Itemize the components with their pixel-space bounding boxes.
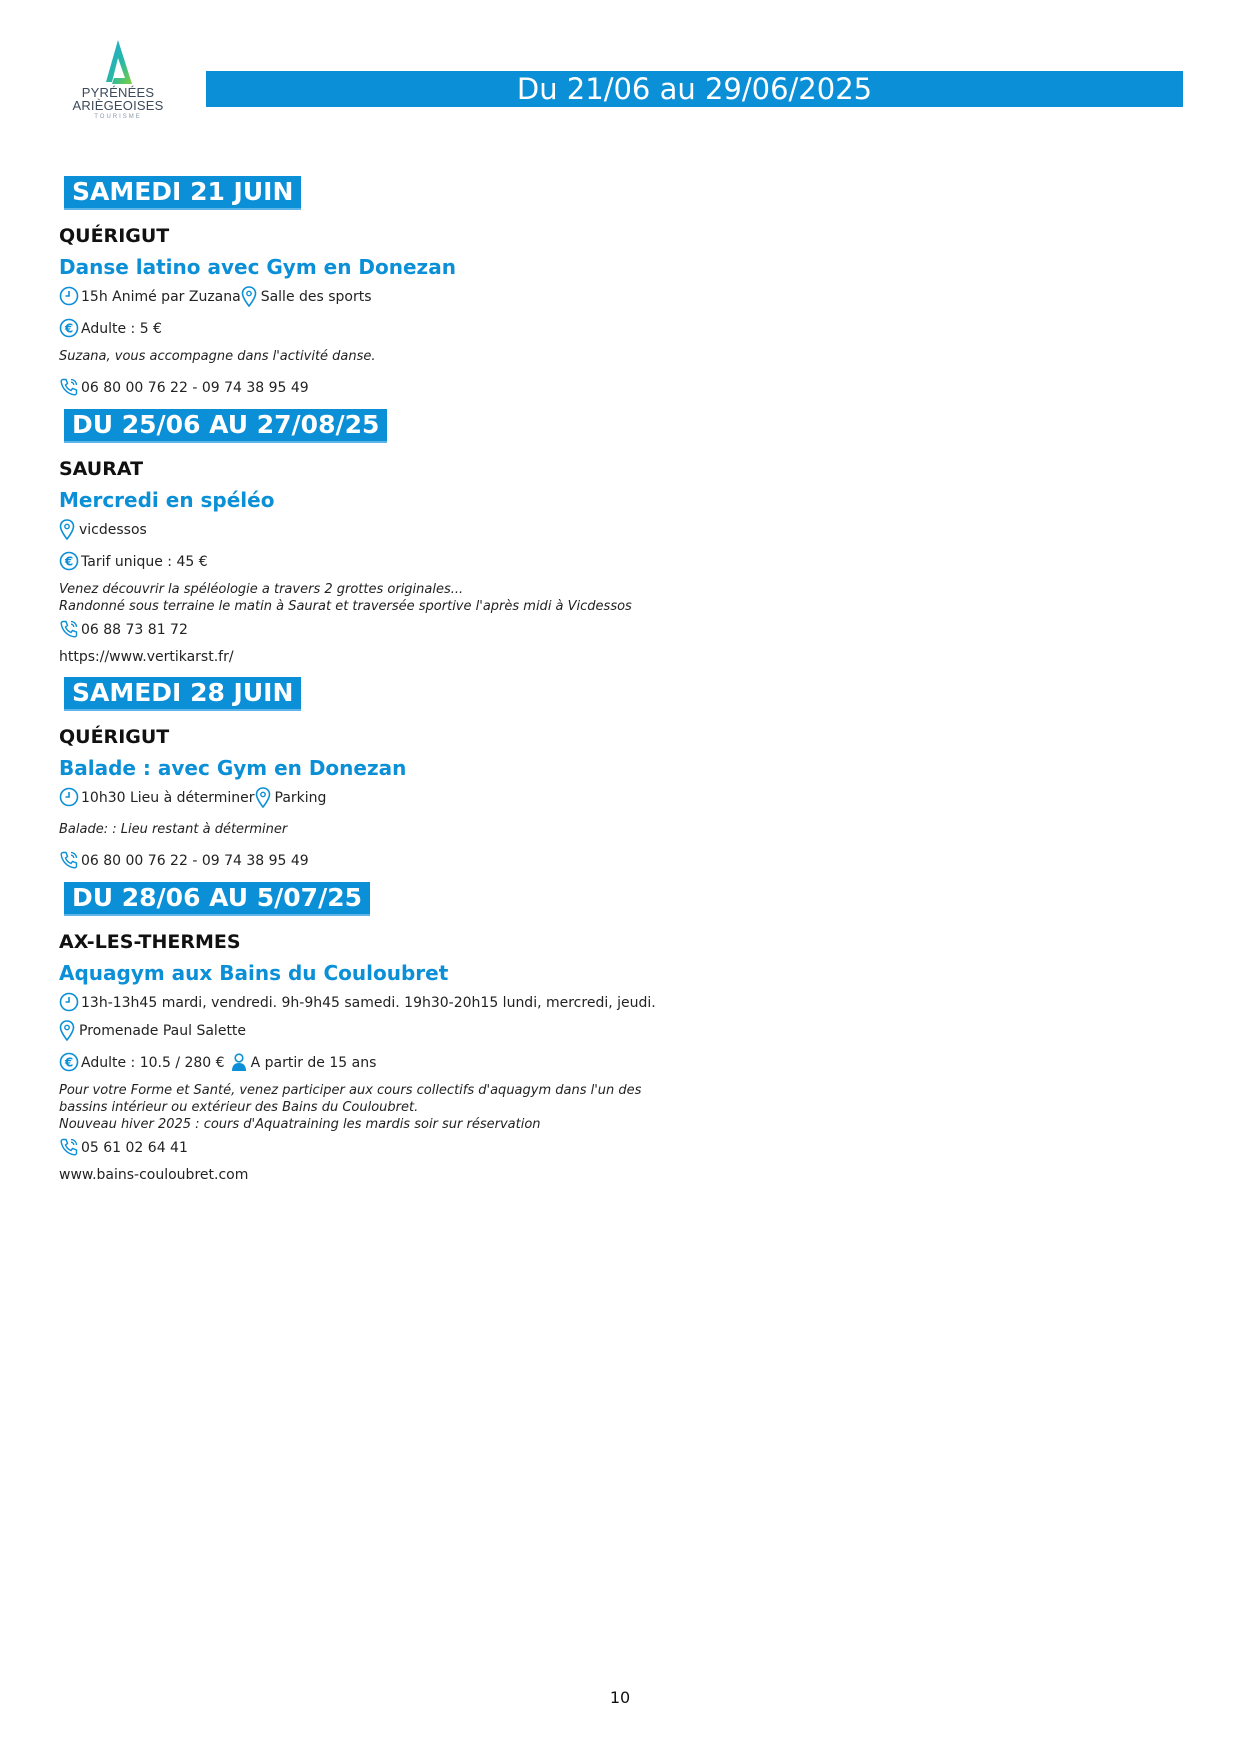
event-town: QUÉRIGUT bbox=[59, 225, 170, 247]
event-price-row bbox=[59, 318, 699, 340]
event-phone-row bbox=[59, 619, 699, 641]
phone-icon bbox=[59, 377, 81, 399]
location-pin-icon bbox=[241, 286, 257, 308]
description-line: Nouveau hiver 2025 : cours d'Aquatraining les mardis soir sur réservation bbox=[59, 1117, 541, 1132]
event-town: QUÉRIGUT bbox=[59, 726, 170, 748]
event-place-row bbox=[59, 1020, 699, 1042]
clock-icon bbox=[59, 286, 81, 308]
event-town: AX-LES-THERMES bbox=[59, 931, 241, 953]
event-phone[interactable]: 06 80 00 76 22 - 09 74 38 95 49 bbox=[81, 853, 309, 869]
event-time-place bbox=[59, 787, 699, 809]
event-price: Adulte : 5 € bbox=[81, 321, 162, 337]
event-price-row bbox=[59, 1052, 699, 1074]
clock-icon bbox=[59, 787, 81, 809]
phone-icon bbox=[59, 850, 81, 872]
event-section bbox=[59, 677, 699, 872]
event-url[interactable]: https://www.vertikarst.fr/ bbox=[59, 649, 234, 665]
description-line: Suzana, vous accompagne dans l'activité danse. bbox=[59, 349, 376, 364]
event-section bbox=[59, 882, 699, 1185]
date-range-banner: Du 21/06 au 29/06/2025 bbox=[206, 71, 1183, 107]
date-heading: SAMEDI 28 JUIN bbox=[64, 677, 301, 711]
event-section bbox=[59, 409, 699, 667]
event-price: Tarif unique : 45 € bbox=[81, 554, 208, 570]
event-place: vicdessos bbox=[79, 522, 147, 538]
event-description bbox=[59, 581, 699, 615]
event-phone[interactable]: 05 61 02 64 41 bbox=[81, 1140, 188, 1156]
clock-icon bbox=[59, 992, 81, 1014]
event-phone-row bbox=[59, 1137, 699, 1159]
euro-icon bbox=[59, 1052, 81, 1074]
person-icon bbox=[229, 1052, 251, 1074]
description-line: bassins intérieur ou extérieur des Bains du Couloubret. bbox=[59, 1100, 419, 1115]
svg-text:€: € bbox=[64, 1055, 74, 1070]
event-age: A partir de 15 ans bbox=[250, 1055, 377, 1071]
event-phone-row bbox=[59, 377, 699, 399]
event-title: Balade : avec Gym en Donezan bbox=[59, 756, 407, 780]
event-place-row bbox=[59, 519, 699, 541]
logo-text-line1: PYRÉNÉES bbox=[81, 85, 155, 100]
logo bbox=[70, 38, 166, 120]
description-line: Balade: : Lieu restant à déterminer bbox=[59, 822, 288, 837]
date-heading: DU 28/06 AU 5/07/25 bbox=[64, 882, 370, 916]
event-place: Promenade Paul Salette bbox=[79, 1023, 247, 1039]
event-title: Mercredi en spéléo bbox=[59, 488, 275, 512]
page-number: 10 bbox=[609, 1688, 631, 1707]
event-title: Danse latino avec Gym en Donezan bbox=[59, 255, 456, 279]
location-pin-icon bbox=[59, 1020, 75, 1042]
event-time: 15h Animé par Zuzana bbox=[81, 289, 241, 305]
logo-text-line3: TOURISME bbox=[94, 114, 142, 120]
svg-text:€: € bbox=[64, 321, 74, 336]
event-description bbox=[59, 821, 699, 838]
event-url[interactable]: www.bains-couloubret.com bbox=[59, 1167, 249, 1183]
event-place: Parking bbox=[274, 790, 327, 806]
event-time: 13h-13h45 mardi, vendredi. 9h-9h45 samedi. 19h30-20h15 lundi, mercredi, jeudi. bbox=[81, 995, 656, 1011]
event-section bbox=[59, 176, 699, 399]
event-description bbox=[59, 1082, 699, 1133]
description-line: Pour votre Forme et Santé, venez participer aux cours collectifs d'aquagym dans l'un des bbox=[59, 1083, 642, 1098]
phone-icon bbox=[59, 619, 81, 641]
date-heading: SAMEDI 21 JUIN bbox=[64, 176, 301, 210]
location-pin-icon bbox=[255, 787, 271, 809]
event-town: SAURAT bbox=[59, 458, 144, 480]
event-phone[interactable]: 06 80 00 76 22 - 09 74 38 95 49 bbox=[81, 380, 309, 396]
svg-text:€: € bbox=[64, 554, 74, 569]
euro-icon bbox=[59, 318, 81, 340]
event-phone[interactable]: 06 88 73 81 72 bbox=[81, 622, 188, 638]
event-description bbox=[59, 348, 699, 365]
event-price-row bbox=[59, 551, 699, 573]
logo-text-line2: ARIÈGEOISES bbox=[72, 98, 164, 113]
event-time-row bbox=[59, 992, 699, 1014]
description-line: Venez découvrir la spéléologie a travers 2 grottes originales... bbox=[59, 582, 464, 597]
agenda-content bbox=[59, 176, 699, 1185]
phone-icon bbox=[59, 1137, 81, 1159]
logo-mark bbox=[98, 38, 138, 86]
description-line: Randonné sous terraine le matin à Saurat et traversée sportive l'après midi à Vicdessos bbox=[59, 599, 632, 614]
event-time: 10h30 Lieu à déterminer bbox=[81, 790, 255, 806]
event-phone-row bbox=[59, 850, 699, 872]
event-place: Salle des sports bbox=[260, 289, 372, 305]
event-time-place bbox=[59, 286, 699, 308]
event-title: Aquagym aux Bains du Couloubret bbox=[59, 961, 449, 985]
date-heading: DU 25/06 AU 27/08/25 bbox=[64, 409, 387, 443]
event-price: Adulte : 10.5 / 280 € bbox=[81, 1055, 225, 1071]
location-pin-icon bbox=[59, 519, 75, 541]
euro-icon bbox=[59, 551, 81, 573]
